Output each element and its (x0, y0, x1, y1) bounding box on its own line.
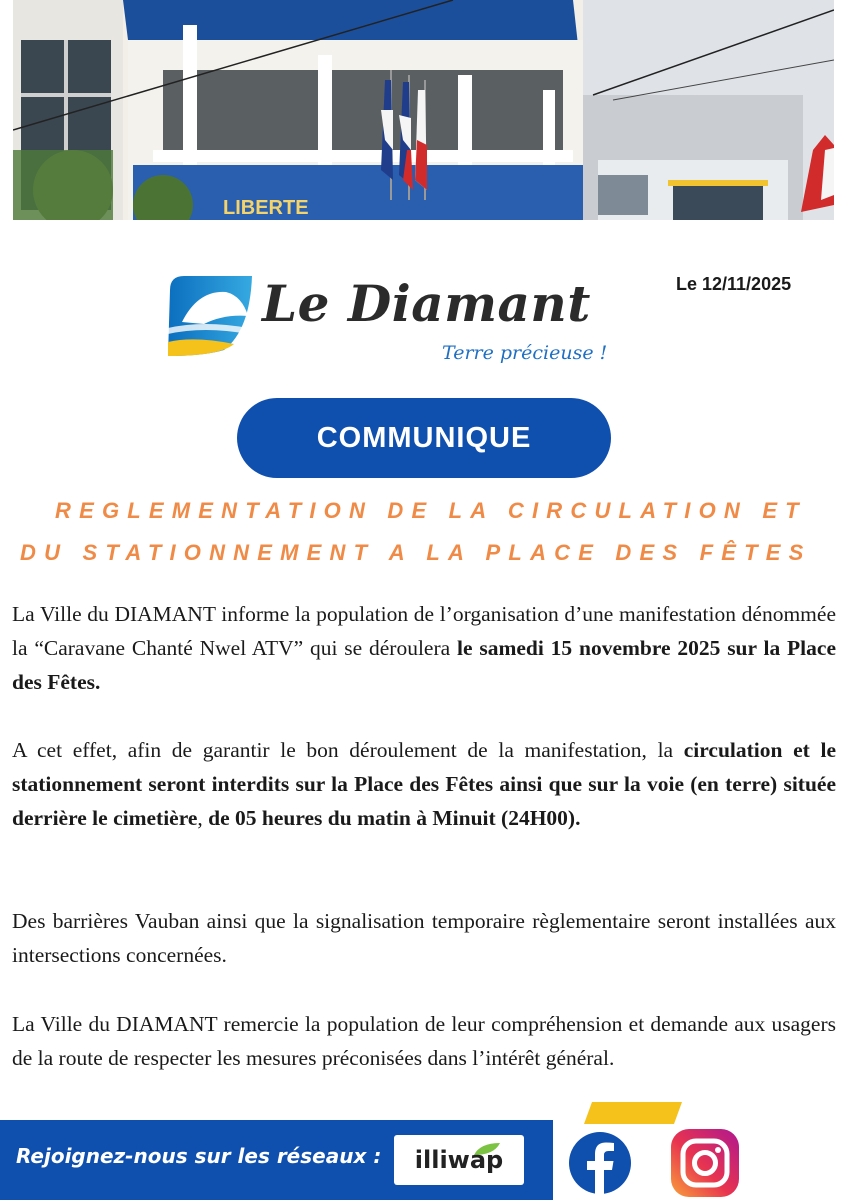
paragraph-barriers: Des barrières Vauban ainsi que la signalisation temporaire règlementaire seront installées aux intersections concernées. (12, 909, 836, 967)
footer (0, 1120, 848, 1200)
communique-badge (237, 398, 611, 478)
paragraph-announcement (12, 597, 836, 699)
paragraph-2-bold-restriction: circulation et le stationnement seront interdits sur la Place des Fêtes ainsi que sur la voie (en terre) située derrière le cimetière (12, 738, 837, 830)
paragraph-2-separator: , (197, 806, 209, 830)
photo-sign-text: LIBERTE (223, 197, 309, 219)
title-line-2: DU STATIONNEMENT A LA PLACE DES FÊTES (20, 540, 812, 565)
illiwap-logo-text: illiwap (414, 1146, 504, 1174)
footer-social-label: Rejoignez-nous sur les réseaux : (16, 1144, 382, 1168)
paragraph-2-text: A cet effet, afin de garantir le bon déroulement de la manifestation, la (12, 738, 684, 762)
title-line-1: REGLEMENTATION DE LA CIRCULATION ET (55, 498, 807, 523)
facebook-icon[interactable] (563, 1126, 637, 1200)
instagram-icon[interactable] (668, 1126, 742, 1200)
communique-date: Le 12/11/2025 (676, 274, 792, 294)
logo-tagline: Terre précieuse ! (442, 342, 608, 364)
diamond-rock-icon (164, 270, 256, 358)
paragraph-2-bold-hours: de 05 heures du matin à Minuit (24H00). (208, 806, 581, 830)
paragraph-restrictions (12, 733, 836, 835)
communique-badge-label: COMMUNIQUE (316, 421, 532, 454)
paragraph-thanks: La Ville du DIAMANT remercie la population de leur compréhension et demande aux usagers de la route de respecter les mesures préconisées dans l’intérêt général. (12, 1012, 836, 1070)
footer-accent (584, 1102, 682, 1124)
logo-name: Le Diamant (262, 274, 591, 333)
paragraph-1-bold: le samedi 15 novembre 2025 sur la Place des Fêtes. (12, 636, 836, 694)
illiwap-link[interactable] (394, 1135, 524, 1185)
town-hall-photo (13, 0, 834, 220)
le-diamant-logo (160, 268, 620, 388)
paragraph-1-text: La Ville du DIAMANT informe la population de l’organisation d’une manifestation dénommée la “Caravane Chanté Nwel ATV” qui se déroulera (12, 602, 836, 660)
